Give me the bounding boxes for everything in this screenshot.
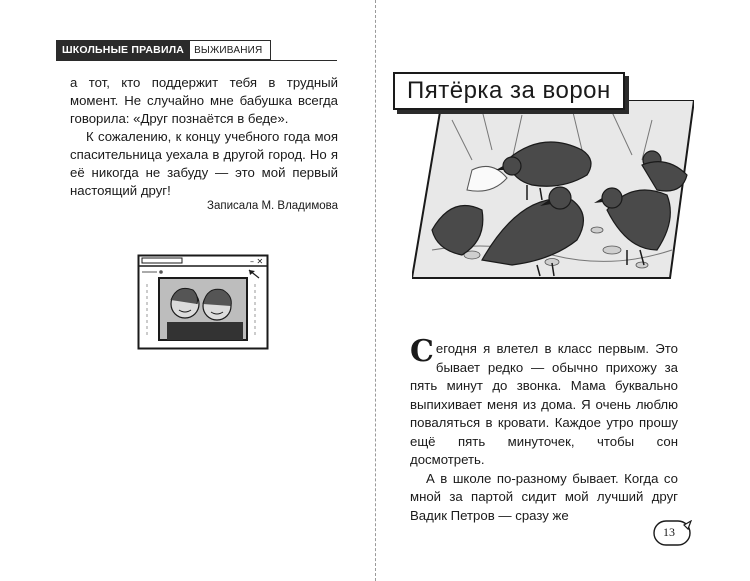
page-number-badge <box>652 520 692 546</box>
story-paragraph-2: А в школе по-разному бывает. Когда со мной за партой сидит мой лучший друг Вадик Петров — сразу же <box>410 470 678 523</box>
left-page-text <box>70 74 338 200</box>
left-paragraph-2: К сожалению, к концу учебного года моя спасительница уехала в другой город. Но я её никогда не забуду — это мой первый настоящий друг! <box>70 129 338 198</box>
drop-cap: С <box>410 334 434 369</box>
left-paragraph-1: а тот, кто поддержит тебя в трудный момент. Не случайно мне бабушка всегда говорила: «Друг познаётся в беде». <box>70 75 338 126</box>
chapter-title: Пятёрка за ворон <box>393 72 625 110</box>
header-rule <box>56 60 337 61</box>
story-paragraph-1: егодня я влетел в класс первым. Это бывает редко — обычно прихожу за пять минут до звонка. Мама буквально выпихивает меня из дома. Я очень люблю поваляться в кровати. Каждое утро прошу ещё пять минуточек, чтобы сон досмотреть. <box>410 341 678 467</box>
story-text <box>410 334 678 525</box>
header-section-dark: ШКОЛЬНЫЕ ПРАВИЛА <box>56 40 190 60</box>
page-divider <box>375 0 376 581</box>
svg-text:– ✕: – ✕ <box>250 257 264 266</box>
browser-window-illustration <box>137 254 269 350</box>
page-number: 13 <box>663 525 675 539</box>
signature: Записала М. Владимова <box>207 200 338 212</box>
header-section-light: ВЫЖИВАНИЯ <box>190 40 271 60</box>
section-header <box>56 40 271 60</box>
crows-illustration <box>412 100 694 280</box>
